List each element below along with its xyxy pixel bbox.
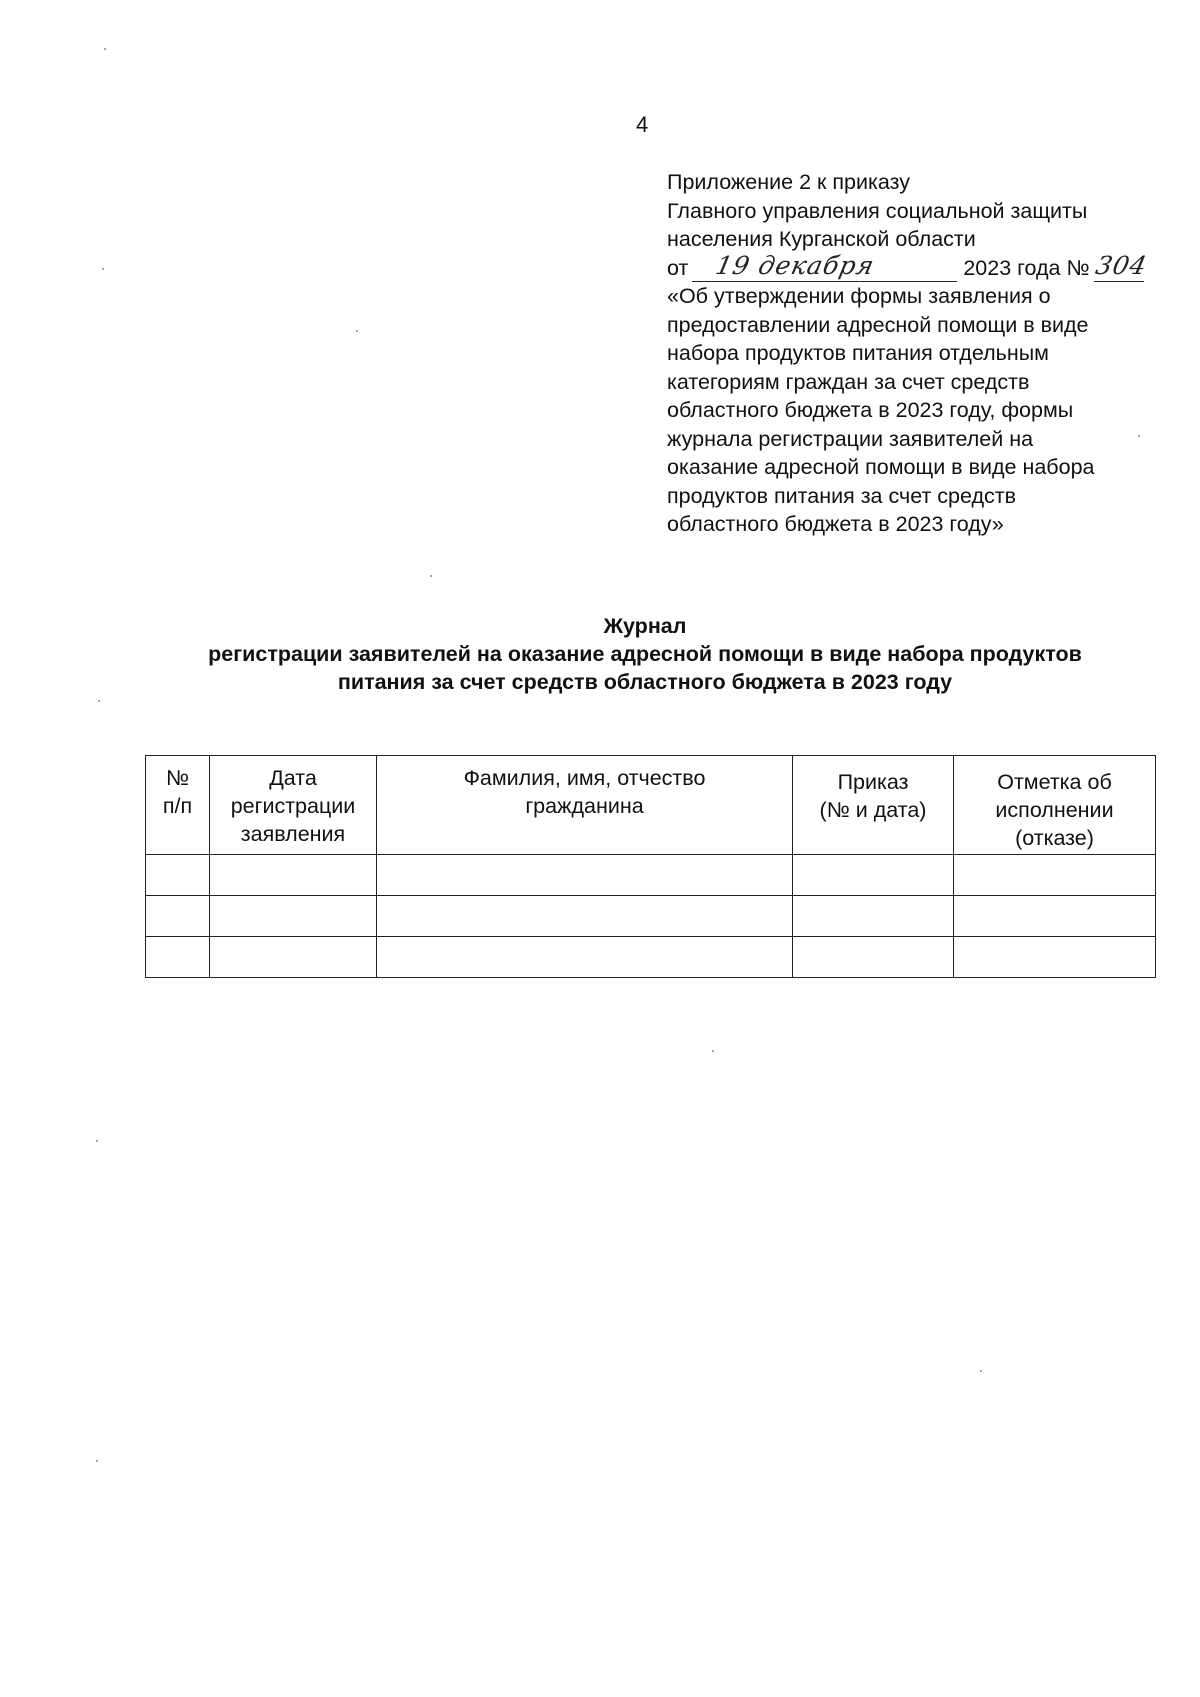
header-text: исполнении bbox=[995, 798, 1114, 822]
scan-speck bbox=[102, 268, 104, 270]
page-number: 4 bbox=[636, 112, 649, 137]
title-main: Журнал bbox=[603, 614, 687, 638]
appendix-header bbox=[667, 168, 1167, 539]
appendix-line: предоставлении адресной помощи в виде bbox=[667, 312, 1089, 337]
appendix-line: Главного управления социальной защиты bbox=[667, 198, 1088, 223]
scan-speck bbox=[980, 1370, 982, 1372]
table-cell bbox=[210, 855, 377, 896]
appendix-line: населения Курганской области bbox=[667, 227, 976, 251]
table-cell bbox=[146, 896, 210, 937]
header-text: заявления bbox=[240, 822, 346, 846]
order-number-blank bbox=[1092, 250, 1150, 282]
scan-speck bbox=[98, 700, 100, 702]
appendix-line: областного бюджета в 2023 году» bbox=[667, 512, 1004, 536]
appendix-line: продуктов питания за счет средств bbox=[667, 483, 1017, 508]
table-cell bbox=[954, 896, 1156, 937]
scan-speck bbox=[104, 48, 106, 50]
appendix-line: категориям граждан за счет средств bbox=[667, 369, 1030, 394]
table-cell bbox=[793, 896, 954, 937]
header-text: Дата bbox=[269, 766, 317, 790]
scan-speck bbox=[96, 1460, 98, 1462]
scan-speck bbox=[96, 1140, 98, 1142]
table-row bbox=[146, 937, 1156, 978]
order-date-line bbox=[667, 250, 1167, 283]
header-text: гражданина bbox=[525, 794, 644, 818]
table-cell bbox=[210, 937, 377, 978]
header-text: Фамилия, имя, отчество bbox=[463, 766, 706, 790]
appendix-line: оказание адресной помощи в виде набора bbox=[667, 455, 1095, 479]
order-prefix: от bbox=[667, 255, 689, 280]
scan-speck bbox=[1138, 435, 1140, 437]
journal-table bbox=[145, 755, 1156, 978]
header-text: № bbox=[165, 766, 190, 790]
header-registration-date bbox=[210, 756, 377, 855]
table-row bbox=[146, 855, 1156, 896]
appendix-line: областного бюджета в 2023 году, формы bbox=[667, 398, 1074, 422]
table-cell bbox=[146, 937, 210, 978]
appendix-line: «Об утверждении формы заявления о bbox=[667, 284, 1051, 308]
header-full-name bbox=[377, 756, 793, 855]
title-subtitle-line: регистрации заявителей на оказание адресной помощи в виде набора продуктов bbox=[208, 642, 1082, 666]
table-cell bbox=[954, 937, 1156, 978]
table-cell bbox=[146, 855, 210, 896]
handwritten-order-number: 304 bbox=[1092, 250, 1150, 280]
journal-title bbox=[140, 612, 1150, 696]
header-text: Отметка об bbox=[997, 770, 1112, 794]
table-row bbox=[146, 896, 1156, 937]
appendix-line: набора продуктов питания отдельным bbox=[667, 341, 1049, 365]
table-cell bbox=[954, 855, 1156, 896]
table-cell bbox=[793, 855, 954, 896]
header-number bbox=[146, 756, 210, 855]
header-order bbox=[793, 756, 954, 855]
header-text: Приказ bbox=[837, 770, 909, 794]
title-subtitle-line: питания за счет средств областного бюджета в 2023 году bbox=[337, 670, 953, 694]
header-text: п/п bbox=[162, 794, 193, 818]
table-cell bbox=[210, 896, 377, 937]
header-text: (№ и дата) bbox=[819, 798, 927, 822]
scan-speck bbox=[712, 1050, 714, 1052]
header-text: регистрации bbox=[230, 794, 356, 818]
table-cell bbox=[377, 896, 793, 937]
header-execution-mark bbox=[954, 756, 1156, 855]
handwritten-order-date: 19 декабря bbox=[713, 250, 878, 280]
table-cell bbox=[377, 855, 793, 896]
order-year-text: 2023 года № bbox=[963, 255, 1090, 280]
header-text: (отказе) bbox=[1015, 826, 1094, 850]
appendix-line: Приложение 2 к приказу bbox=[667, 170, 910, 194]
scan-speck bbox=[430, 575, 432, 577]
appendix-line: журнала регистрации заявителей на bbox=[667, 426, 1034, 451]
table-header-row bbox=[146, 756, 1156, 855]
table-cell bbox=[377, 937, 793, 978]
table-cell bbox=[793, 937, 954, 978]
scan-speck bbox=[356, 330, 358, 332]
order-date-blank bbox=[692, 250, 957, 282]
